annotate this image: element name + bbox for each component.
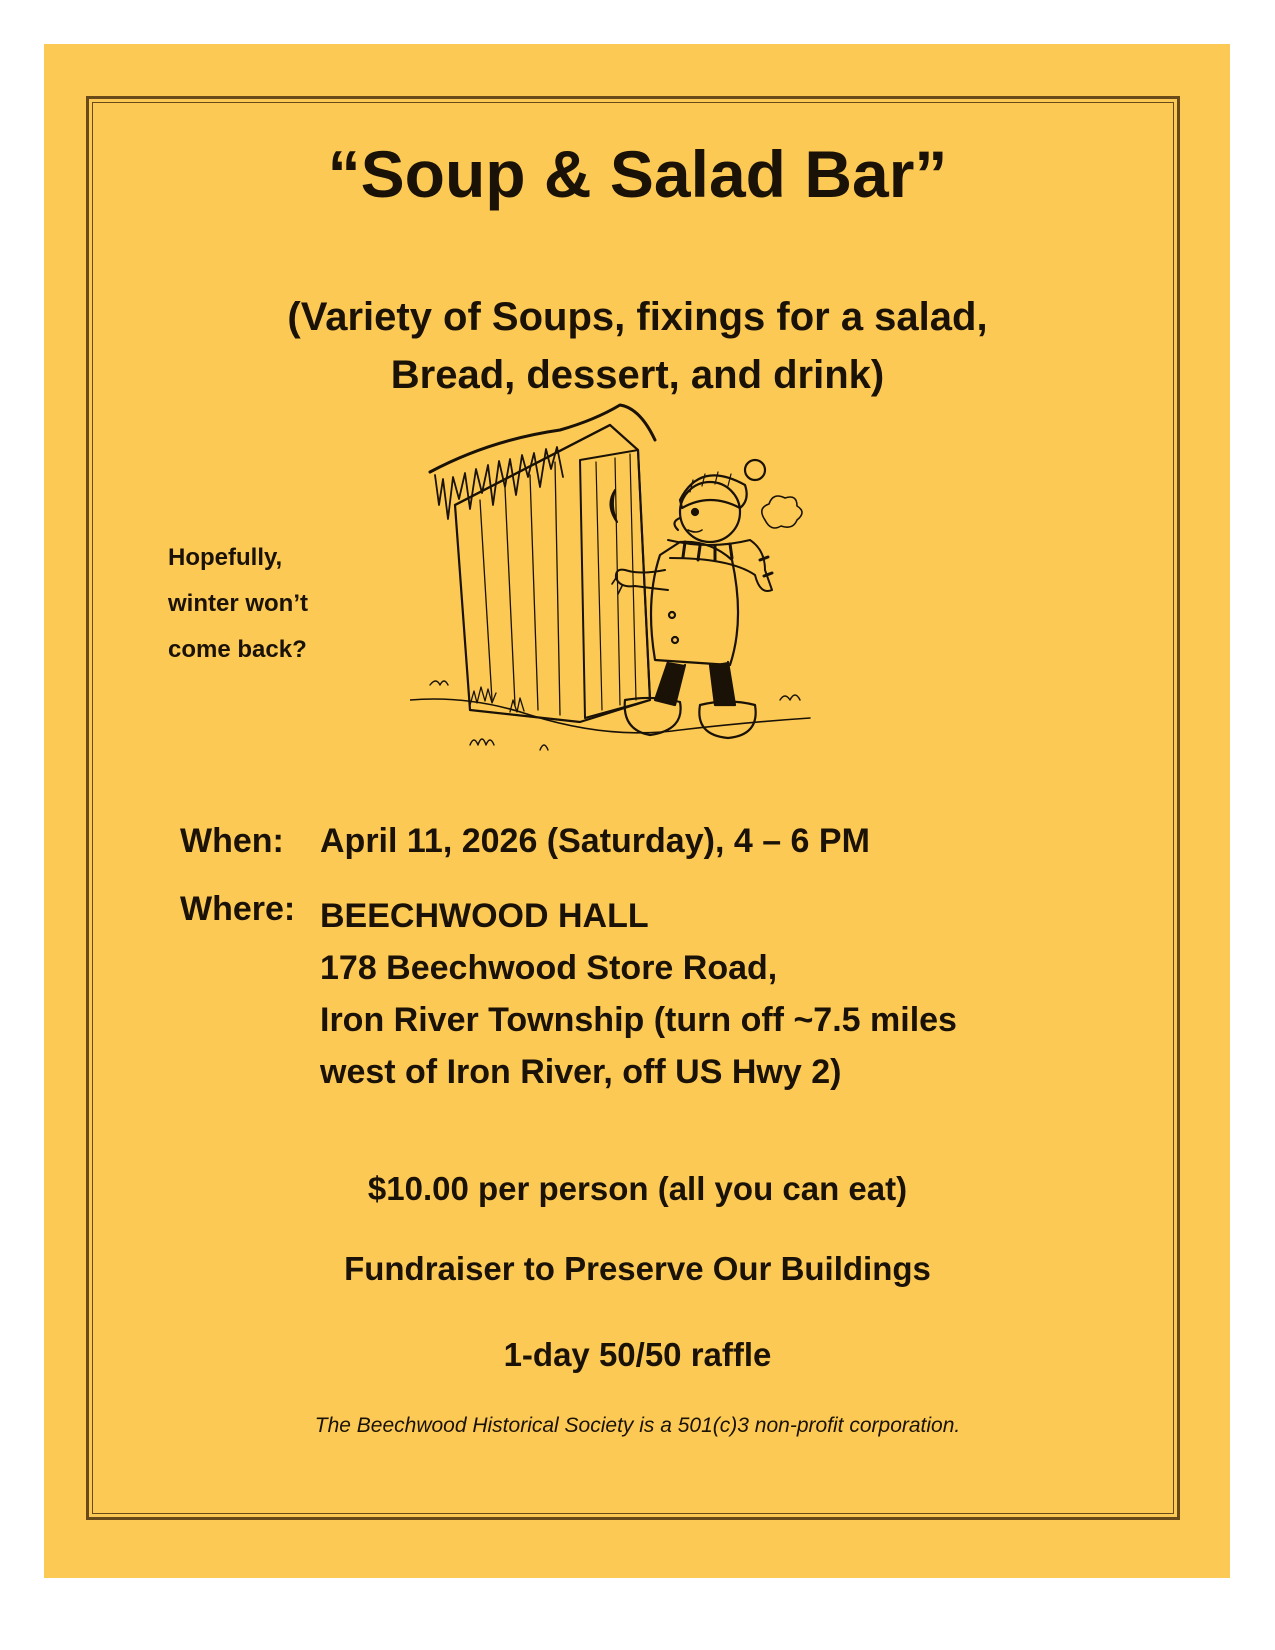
- where-label: Where:: [180, 890, 296, 928]
- raffle-line: 1-day 50/50 raffle: [503, 1336, 772, 1373]
- subtitle-line-1: (Variety of Soups, fixings for a salad,: [287, 295, 988, 339]
- aside-line-1: Hopefully,: [168, 544, 283, 571]
- where-address: [320, 890, 957, 1098]
- where-line-2: 178 Beechwood Store Road,: [320, 949, 778, 987]
- where-line-1: BEECHWOOD HALL: [320, 897, 649, 935]
- where-line-3: Iron River Township (turn off ~7.5 miles: [320, 1001, 957, 1039]
- subtitle-line-2: Bread, dessert, and drink): [390, 353, 885, 397]
- flyer-title: “Soup & Salad Bar”: [327, 137, 948, 211]
- when-label: When:: [180, 822, 284, 860]
- aside-line-2: winter won’t: [168, 590, 308, 617]
- fundraiser-line: Fundraiser to Preserve Our Buildings: [344, 1250, 931, 1287]
- aside-line-3: come back?: [168, 636, 307, 663]
- where-line-4: west of Iron River, off US Hwy 2): [320, 1053, 842, 1091]
- flyer-subtitle: [100, 288, 1175, 404]
- aside-note: [168, 535, 398, 673]
- outhouse-winter-illustration: [410, 400, 850, 790]
- when-value: April 11, 2026 (Saturday), 4 – 6 PM: [320, 822, 870, 860]
- nonprofit-footer: The Beechwood Historical Society is a 501(c)3 non-profit corporation.: [314, 1414, 961, 1437]
- price-line: $10.00 per person (all you can eat): [367, 1170, 908, 1207]
